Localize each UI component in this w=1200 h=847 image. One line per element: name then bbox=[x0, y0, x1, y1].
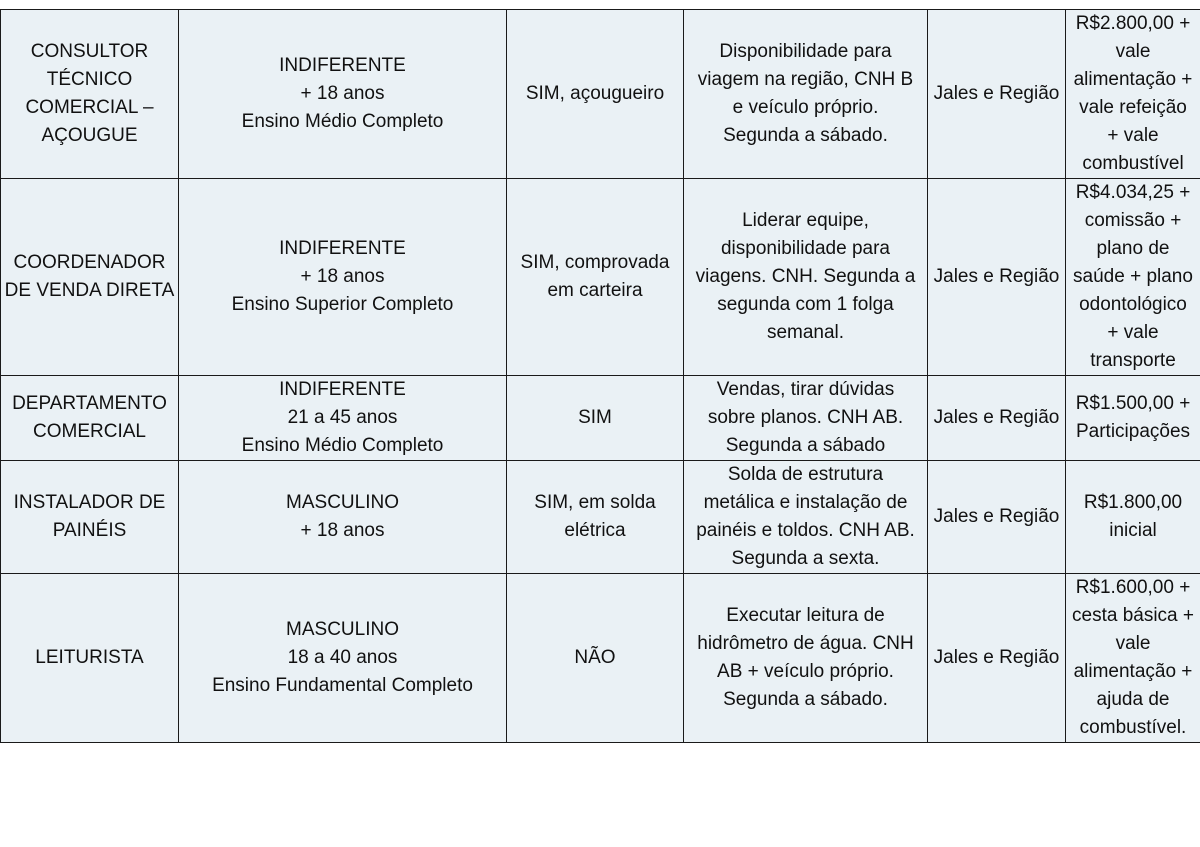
experiencia-line: SIM, comprovada bbox=[520, 252, 670, 273]
observacoes-line: hidrômetro de água. CNH bbox=[697, 633, 914, 654]
observacoes-line: viagens. CNH. Segunda a bbox=[695, 266, 916, 287]
observacoes-line: disponibilidade para bbox=[720, 238, 890, 259]
experiencia-cell bbox=[507, 10, 684, 179]
local-line: Jales e Região bbox=[933, 266, 1060, 287]
observacoes-line: Solda de estrutura bbox=[727, 464, 884, 485]
observacoes-line: Liderar equipe, bbox=[742, 210, 869, 231]
requisitos-cell bbox=[179, 10, 507, 179]
cargo-cell bbox=[1, 179, 179, 376]
experiencia-line: NÃO bbox=[574, 647, 616, 668]
local-cell bbox=[928, 376, 1066, 461]
observacoes-line: semanal. bbox=[766, 322, 845, 343]
salario-line: R$2.800,00 + bbox=[1075, 13, 1191, 34]
observacoes-line: Segunda a sábado. bbox=[723, 689, 888, 710]
salario-cell bbox=[1066, 461, 1200, 574]
observacoes-line: metálica e instalação de bbox=[703, 492, 908, 513]
observacoes-line: viagem na região, CNH B bbox=[697, 69, 914, 90]
requisitos-line: Ensino Médio Completo bbox=[241, 435, 444, 456]
experiencia-cell bbox=[507, 179, 684, 376]
local-cell bbox=[928, 574, 1066, 743]
observacoes-cell bbox=[684, 10, 928, 179]
observacoes-line: sobre planos. CNH AB. bbox=[707, 407, 904, 428]
cargo-line: COORDENADOR bbox=[13, 252, 166, 273]
salario-line: combustível. bbox=[1079, 717, 1187, 738]
salario-line: R$1.500,00 + bbox=[1075, 393, 1191, 414]
table-row bbox=[1, 179, 1200, 376]
experiencia-cell bbox=[507, 376, 684, 461]
cargo-line: COMERCIAL bbox=[33, 421, 146, 442]
observacoes-line: Segunda a sexta. bbox=[731, 548, 880, 569]
salario-line: + vale bbox=[1107, 125, 1159, 146]
salario-line: odontológico bbox=[1079, 294, 1187, 315]
cargo-cell bbox=[1, 461, 179, 574]
cargo-line: TÉCNICO bbox=[46, 69, 133, 90]
salario-line: + vale bbox=[1107, 322, 1159, 343]
local-cell bbox=[928, 10, 1066, 179]
salario-line: alimentação + bbox=[1073, 69, 1193, 90]
requisitos-cell bbox=[179, 376, 507, 461]
job-listings-table bbox=[0, 9, 1200, 743]
salario-line: plano de bbox=[1096, 238, 1170, 259]
salario-line: transporte bbox=[1090, 350, 1176, 371]
cargo-line: LEITURISTA bbox=[35, 647, 144, 668]
local-cell bbox=[928, 179, 1066, 376]
observacoes-line: Segunda a sábado. bbox=[723, 125, 888, 146]
table-row bbox=[1, 461, 1200, 574]
observacoes-line: Executar leitura de bbox=[726, 605, 885, 626]
table-body bbox=[1, 10, 1200, 743]
requisitos-line: + 18 anos bbox=[300, 83, 385, 104]
salario-line: Participações bbox=[1075, 421, 1191, 442]
requisitos-line: INDIFERENTE bbox=[279, 55, 406, 76]
experiencia-cell bbox=[507, 461, 684, 574]
table-row bbox=[1, 574, 1200, 743]
cargo-cell bbox=[1, 10, 179, 179]
salario-line: R$1.800,00 bbox=[1083, 492, 1183, 513]
observacoes-line: Disponibilidade para bbox=[719, 41, 892, 62]
salario-line: cesta básica + bbox=[1072, 605, 1194, 626]
requisitos-line: 18 a 40 anos bbox=[287, 647, 398, 668]
local-line: Jales e Região bbox=[933, 83, 1060, 104]
salario-line: combustível bbox=[1082, 153, 1184, 174]
salario-cell bbox=[1066, 376, 1200, 461]
requisitos-line: Ensino Fundamental Completo bbox=[212, 675, 473, 696]
local-line: Jales e Região bbox=[933, 647, 1060, 668]
salario-cell bbox=[1066, 10, 1200, 179]
observacoes-line: Segunda a sábado bbox=[725, 435, 886, 456]
salario-line: R$4.034,25 + bbox=[1075, 182, 1191, 203]
experiencia-line: em carteira bbox=[547, 280, 643, 301]
experiencia-line: SIM bbox=[578, 407, 612, 428]
observacoes-line: AB + veículo próprio. bbox=[717, 661, 894, 682]
cargo-line: AÇOUGUE bbox=[41, 125, 138, 146]
observacoes-line: e veículo próprio. bbox=[732, 97, 879, 118]
observacoes-cell bbox=[684, 461, 928, 574]
salario-line: comissão + bbox=[1084, 210, 1182, 231]
experiencia-line: SIM, em solda bbox=[534, 492, 656, 513]
observacoes-cell bbox=[684, 179, 928, 376]
requisitos-cell bbox=[179, 179, 507, 376]
salario-line: saúde + plano bbox=[1073, 266, 1193, 287]
requisitos-line: INDIFERENTE bbox=[279, 379, 406, 400]
table-row bbox=[1, 376, 1200, 461]
salario-line: alimentação + bbox=[1073, 661, 1193, 682]
requisitos-line: MASCULINO bbox=[286, 492, 399, 513]
cargo-line: DE VENDA DIRETA bbox=[4, 280, 175, 301]
requisitos-line: Ensino Superior Completo bbox=[231, 294, 454, 315]
cargo-line: CONSULTOR bbox=[30, 41, 149, 62]
salario-line: vale bbox=[1115, 41, 1151, 62]
requisitos-line: MASCULINO bbox=[286, 619, 399, 640]
experiencia-cell bbox=[507, 574, 684, 743]
cargo-cell bbox=[1, 376, 179, 461]
experiencia-line: elétrica bbox=[564, 520, 626, 541]
observacoes-line: Vendas, tirar dúvidas bbox=[716, 379, 895, 400]
salario-line: vale refeição bbox=[1079, 97, 1187, 118]
requisitos-line: + 18 anos bbox=[300, 266, 385, 287]
observacoes-cell bbox=[684, 376, 928, 461]
requisitos-line: Ensino Médio Completo bbox=[241, 111, 444, 132]
salario-line: ajuda de bbox=[1096, 689, 1170, 710]
cargo-line: DEPARTAMENTO bbox=[12, 393, 167, 414]
cargo-line: INSTALADOR DE bbox=[13, 492, 166, 513]
cargo-line: COMERCIAL – bbox=[25, 97, 154, 118]
requisitos-line: INDIFERENTE bbox=[279, 238, 406, 259]
local-line: Jales e Região bbox=[933, 407, 1060, 428]
salario-line: inicial bbox=[1109, 520, 1157, 541]
observacoes-line: painéis e toldos. CNH AB. bbox=[696, 520, 915, 541]
local-cell bbox=[928, 461, 1066, 574]
local-line: Jales e Região bbox=[933, 506, 1060, 527]
salario-cell bbox=[1066, 574, 1200, 743]
observacoes-cell bbox=[684, 574, 928, 743]
salario-cell bbox=[1066, 179, 1200, 376]
requisitos-line: + 18 anos bbox=[300, 520, 385, 541]
cargo-cell bbox=[1, 574, 179, 743]
salario-line: vale bbox=[1115, 633, 1151, 654]
requisitos-line: 21 a 45 anos bbox=[287, 407, 398, 428]
salario-line: R$1.600,00 + bbox=[1075, 577, 1191, 598]
table-row bbox=[1, 10, 1200, 179]
cargo-line: PAINÉIS bbox=[52, 520, 127, 541]
observacoes-line: segunda com 1 folga bbox=[717, 294, 894, 315]
experiencia-line: SIM, açougueiro bbox=[525, 83, 665, 104]
requisitos-cell bbox=[179, 574, 507, 743]
requisitos-cell bbox=[179, 461, 507, 574]
